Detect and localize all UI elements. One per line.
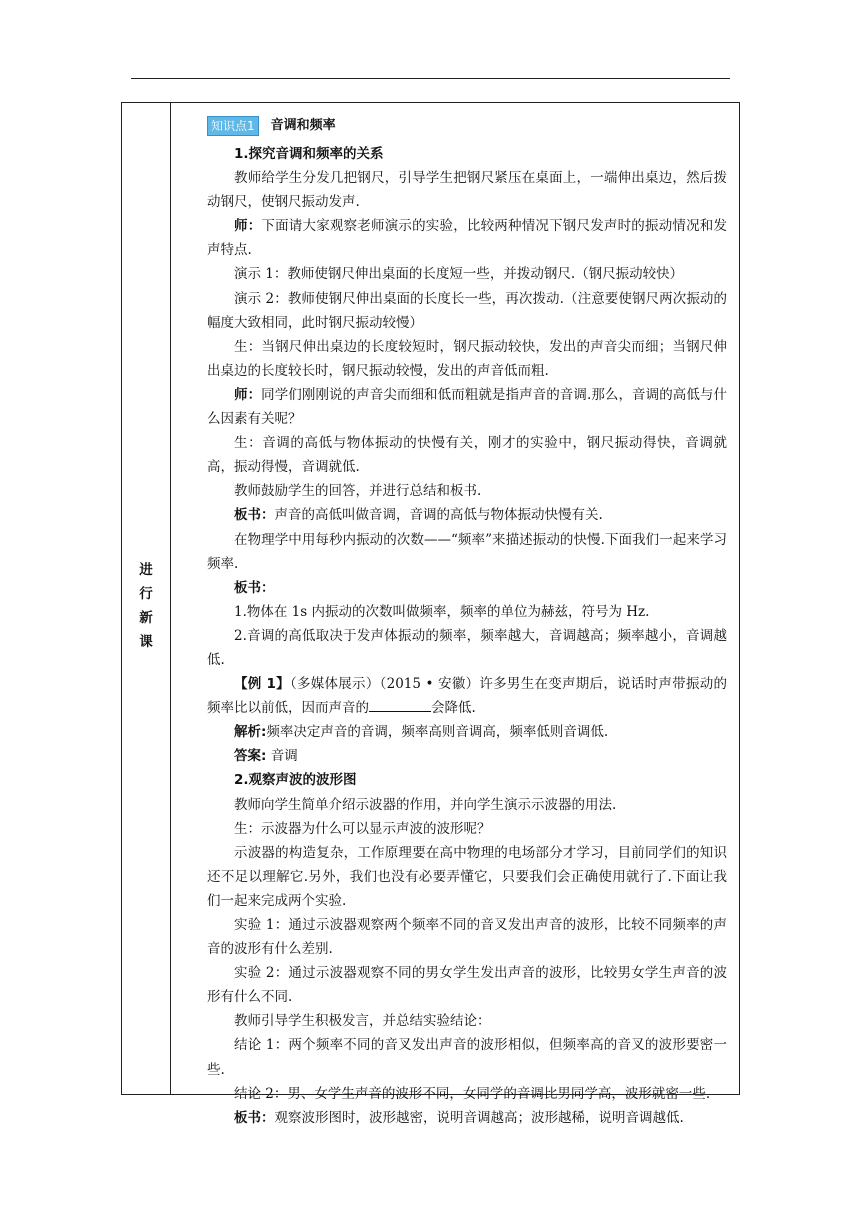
paragraph: 生：示波器为什么可以显示声波的波形呢？ [234,820,491,837]
header-rule [131,78,730,79]
speaker-label: 师： [234,218,262,235]
paragraph-text: 下面请大家观察老师演示的实验，比较两种情况下钢尺发声时的振动情况和发声特点. [207,218,728,259]
analysis-paragraph [207,720,727,744]
paragraph [207,503,727,527]
example-paragraph [207,672,727,720]
board-label: 板书： [234,579,275,596]
answer-label: 答案: [234,748,267,765]
stage-char: 行 [139,586,153,602]
paragraph: 结论 2：男、女学生声音的波形不同，女同学的音调比男同学高，波形就密一些. [234,1085,711,1102]
paragraph [207,576,727,600]
paragraph [207,1106,727,1130]
paragraph: 教师鼓励学生的回答，并进行总结和板书. [234,483,482,500]
paragraph: 结论 1：两个频率不同的音叉发出声音的波形相似，但频率高的音叉的波形要密一些. [207,1037,727,1078]
board-label: 板书： [234,507,275,524]
paragraph [207,383,727,431]
paragraph: 教师引导学生积极发言，并总结实验结论： [234,1013,491,1030]
paragraph: 实验 1：通过示波器观察两个频率不同的音叉发出声音的波形，比较不同频率的声音的波形有什么差别. [207,917,727,958]
paragraph [207,214,727,262]
paragraph: 演示 1：教师使钢尺伸出桌面的长度短一些，并拨动钢尺.（钢尺振动较快） [234,266,684,283]
board-label: 板书： [234,1109,275,1126]
paragraph-text: 声音的高低叫做音调，音调的高低与物体振动快慢有关. [274,507,603,524]
stage-label [122,558,170,654]
knowledge-point-badge: 知识点1 [207,116,259,136]
paragraph-text: 观察波形图时，波形越密，说明音调越高；波形越稀，说明音调越低. [274,1109,684,1126]
example-text: （多媒体展示）（2015 • 安徽）许多男生在变声期后，说话时声带振动的频率比以前低，因而声音的 [207,676,727,717]
paragraph: 生：音调的高低与物体振动的快慢有关，刚才的实验中，钢尺振动得快，音调就高，振动得慢，音调就低. [207,435,727,476]
answer-blank [369,697,431,712]
section-heading: 1.探究音调和频率的关系 [234,146,384,162]
paragraph: 2.音调的高低取决于发声体振动的频率，频率越大，音调越高；频率越小，音调越低. [207,627,727,668]
example-label: 【例 1】 [234,676,290,693]
analysis-label: 解析: [234,724,267,741]
analysis-text: 频率决定声音的音调，频率高则音调高，频率低则音调低. [266,724,609,741]
paragraph: 实验 2：通过示波器观察不同的男女学生发出声音的波形，比较男女学生声音的波形有什么不同. [207,965,727,1006]
stage-char: 课 [139,634,153,650]
knowledge-point-header [207,112,727,140]
paragraph: 教师向学生简单介绍示波器的作用，并向学生演示示波器的用法. [234,796,617,813]
knowledge-point-title: 音调和频率 [270,117,336,133]
answer-paragraph [207,744,727,768]
paragraph: 示波器的构造复杂，工作原理要在高中物理的电场部分才学习，目前同学们的知识还不足以理解它.另外，我们也没有必要弄懂它，只要我们会正确使用就行了.下面让我们一起来完成两个实验. [207,844,727,909]
paragraph: 生：当钢尺伸出桌边的长度较短时，钢尺振动较快，发出的声音尖而细；当钢尺伸出桌边的长度较长时，钢尺振动较慢，发出的声音低而粗. [207,338,727,379]
paragraph: 演示 2：教师使钢尺伸出桌面的长度长一些，再次拨动.（注意要使钢尺两次振动的幅度大致相同，此时钢尺振动较慢） [207,290,727,331]
column-divider [170,103,171,1094]
speaker-label: 师： [234,386,262,403]
paragraph: 1.物体在 1s 内振动的次数叫做频率，频率的单位为赫兹，符号为 Hz. [234,603,650,620]
section-heading: 2.观察声波的波形图 [234,772,357,789]
paragraph: 在物理学中用每秒内振动的次数——“频率”来描述振动的快慢.下面我们一起来学习频率. [207,531,727,572]
stage-char: 新 [139,610,153,626]
paragraph-text: 同学们刚刚说的声音尖而细和低而粗就是指声音的音调.那么，音调的高低与什么因素有关呢？ [207,386,727,428]
answer-text: 音调 [266,748,298,765]
lesson-content [207,112,727,1130]
paragraph: 教师给学生分发几把钢尺，引导学生把钢尺紧压在桌面上，一端伸出桌边，然后拨动钢尺，使钢尺振动发声. [207,170,727,211]
example-text: 会降低. [431,700,476,717]
stage-char: 进 [139,562,153,578]
